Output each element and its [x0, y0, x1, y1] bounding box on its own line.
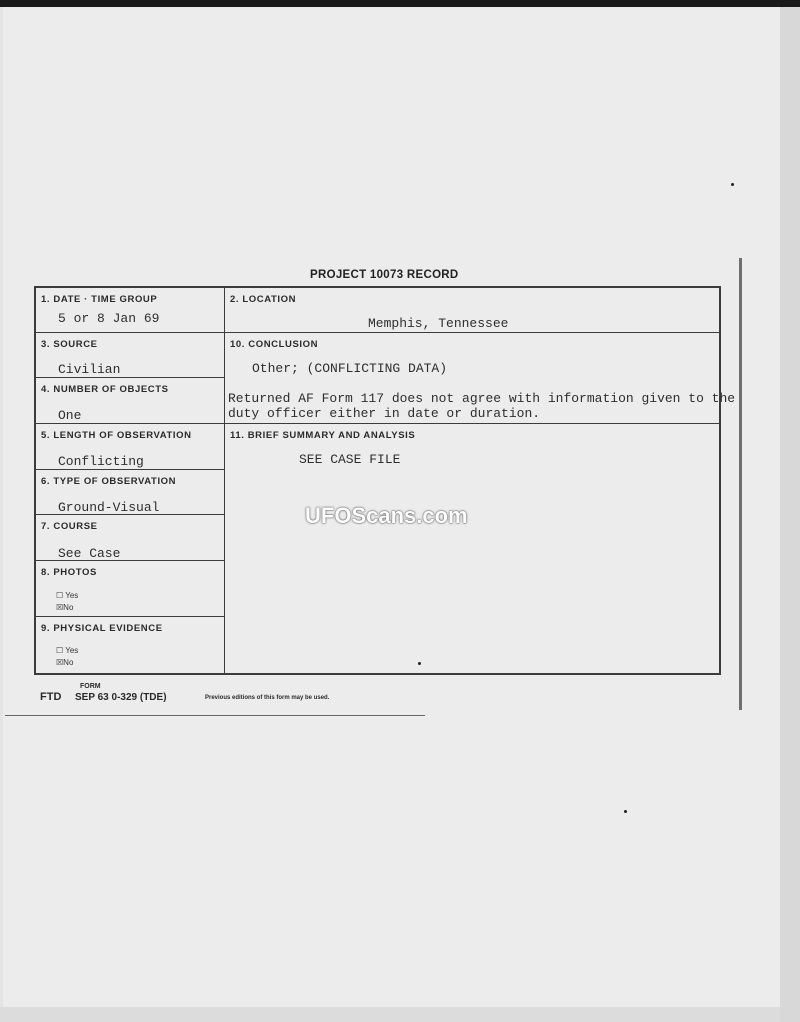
conclusion-value: Other; (CONFLICTING DATA) — [252, 361, 448, 376]
scan-speck — [731, 183, 734, 186]
date-time-group-value: 5 or 8 Jan 69 — [58, 311, 160, 326]
length-of-observation-label: 5. LENGTH OF OBSERVATION — [41, 430, 192, 441]
footer-form-number: SEP 63 0-329 (TDE) — [75, 692, 167, 703]
location-label: 2. LOCATION — [230, 294, 297, 305]
type-of-observation-value: Ground-Visual — [58, 500, 160, 515]
row-divider — [224, 332, 719, 333]
source-value: Civilian — [58, 362, 121, 377]
scan-right-edge — [780, 7, 800, 1022]
scan-speck — [624, 810, 627, 813]
conclusion-note-line-1: Returned AF Form 117 does not agree with information given to the — [228, 391, 736, 406]
conclusion-note-line-2: duty officer either in date or duration. — [228, 406, 541, 421]
type-of-observation-label: 6. TYPE OF OBSERVATION — [41, 476, 177, 487]
row-divider — [224, 423, 719, 424]
footer-form-word: FORM — [80, 683, 101, 690]
row-divider — [36, 332, 224, 333]
column-divider — [224, 288, 225, 673]
photos-yes-checkbox: ☐ Yes — [56, 591, 79, 600]
physical-evidence-label: 9. PHYSICAL EVIDENCE — [41, 623, 163, 634]
summary-label: 11. BRIEF SUMMARY AND ANALYSIS — [230, 430, 416, 441]
number-of-objects-label: 4. NUMBER OF OBJECTS — [41, 384, 169, 395]
length-of-observation-value: Conflicting — [58, 454, 144, 469]
scan-top-border — [0, 0, 800, 7]
scan-bottom-edge — [0, 1007, 780, 1022]
source-label: 3. SOURCE — [41, 339, 98, 350]
footer-notice: Previous editions of this form may be used. — [205, 695, 330, 701]
course-value: See Case — [58, 546, 121, 561]
footer-code: FTD — [40, 691, 62, 703]
row-divider — [36, 377, 224, 378]
number-of-objects-value: One — [58, 408, 82, 423]
margin-rule — [739, 258, 742, 710]
summary-value: SEE CASE FILE — [299, 452, 401, 467]
watermark: UFOScans.com — [305, 503, 468, 528]
conclusion-label: 10. CONCLUSION — [230, 339, 319, 350]
location-value: Memphis, Tennessee — [368, 316, 509, 331]
record-form — [34, 286, 736, 675]
footer-rule — [5, 715, 425, 716]
row-divider — [36, 616, 224, 617]
date-time-group-label: 1. DATE · TIME GROUP — [41, 294, 158, 305]
physical-evidence-no-checkbox: ☒No — [56, 658, 74, 667]
course-label: 7. COURSE — [41, 521, 98, 532]
row-divider — [36, 423, 224, 424]
row-divider — [36, 469, 224, 470]
physical-evidence-yes-checkbox: ☐ Yes — [56, 646, 79, 655]
photos-no-checkbox: ☒No — [56, 603, 74, 612]
photos-label: 8. PHOTOS — [41, 567, 97, 578]
form-title: PROJECT 10073 RECORD — [310, 269, 459, 281]
